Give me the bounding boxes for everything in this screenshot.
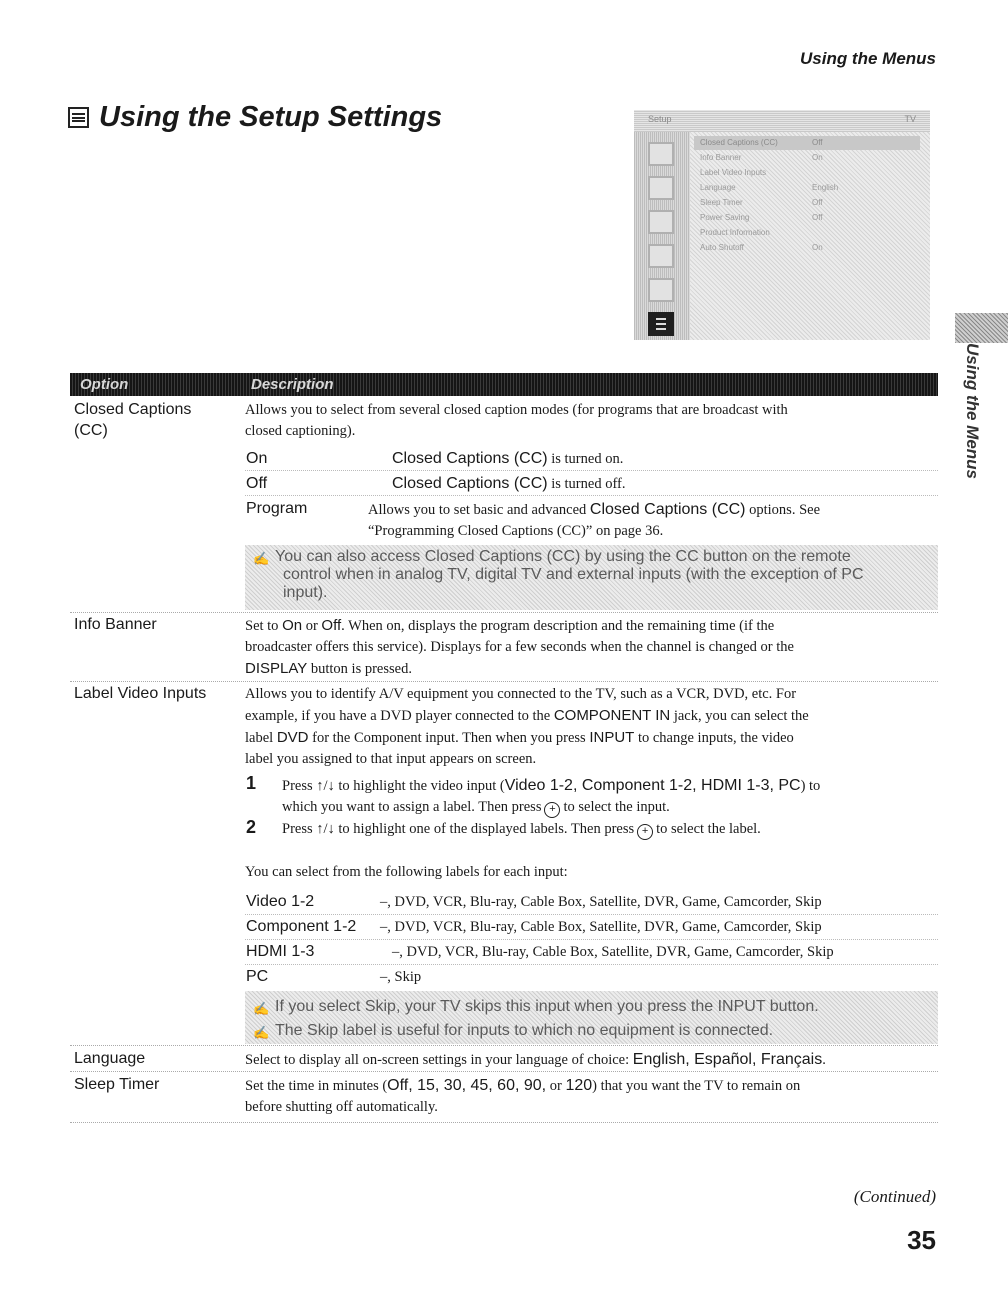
setup-menu-screenshot bbox=[634, 110, 930, 340]
menu-row: Sleep Timer Off bbox=[700, 198, 823, 207]
channel-icon bbox=[648, 244, 674, 268]
setup-icon bbox=[648, 312, 674, 336]
divider bbox=[70, 1071, 938, 1072]
divider bbox=[70, 1122, 938, 1123]
divider bbox=[70, 1045, 938, 1046]
option-language: Language bbox=[74, 1050, 146, 1067]
continued-label: (Continued) bbox=[853, 1187, 936, 1206]
option-column-header: Option bbox=[80, 376, 129, 393]
menu-row: Language English bbox=[700, 183, 839, 192]
label-options-video: –, DVD, VCR, Blu-ray, Cable Box, Satellite, DVR, Game, Camcorder, Skip bbox=[380, 894, 822, 910]
divider bbox=[245, 914, 938, 915]
side-tab-marker bbox=[955, 313, 1008, 343]
language-description: Select to display all on-screen settings in your language of choice: English, Español, Français. bbox=[245, 1051, 826, 1068]
input-label-notes: ✍ If you select Skip, your TV skips this input when you press the INPUT button. ✍ The Skip label is useful for inputs to which no equipment is connected. bbox=[245, 991, 938, 1044]
divider bbox=[70, 681, 938, 682]
option-label-video-inputs: Label Video Inputs bbox=[74, 685, 207, 702]
menu-row: Power Saving Off bbox=[700, 213, 823, 222]
label-options-pc: –, Skip bbox=[380, 969, 422, 985]
step-1-number: 1 bbox=[246, 773, 257, 793]
step-2-number: 2 bbox=[246, 817, 257, 837]
menu-row: Label Video Inputs bbox=[700, 168, 767, 177]
menu-row: Info Banner On bbox=[700, 153, 823, 162]
step-1-text: Press ↑/↓ to highlight the video input (Video 1-2, Component 1-2, HDMI 1-3, PC) to which you want to assign a label. Then press + to select the input. bbox=[282, 775, 938, 818]
picture-icon bbox=[648, 142, 674, 166]
labels-intro: You can select from the following labels for each input: bbox=[245, 864, 568, 880]
menu-sidebar bbox=[634, 132, 690, 340]
menu-header-left: Setup bbox=[648, 114, 672, 124]
title-block bbox=[68, 101, 442, 134]
cc-off-term: Off bbox=[246, 475, 268, 492]
info-banner-description: Set to On or Off. When on, displays the program description and the remaining time (if the broadcaster offers this service). Displays for a few seconds when the channel is changed or the DISPLAY button is pressed. bbox=[245, 617, 794, 677]
divider bbox=[245, 495, 938, 496]
cc-program-term: Program bbox=[246, 500, 308, 517]
note-icon: ✍ bbox=[253, 551, 270, 566]
closed-captions-description: Allows you to select from several closed caption modes (for programs that are broadcast with closed captioning). bbox=[245, 402, 788, 439]
divider bbox=[245, 470, 938, 471]
menu-header-right: TV bbox=[904, 114, 916, 124]
cc-program-text: Allows you to set basic and advanced Closed Captions (CC) options. See “Programming Closed Captions (CC)” on page 36. bbox=[368, 501, 821, 539]
label-input-video: Video 1-2 bbox=[246, 893, 315, 910]
menu-header bbox=[634, 110, 930, 132]
table-header bbox=[70, 373, 938, 396]
cc-off-text: Closed Captions (CC) is turned off. bbox=[392, 475, 626, 492]
label-input-component: Component 1-2 bbox=[246, 918, 357, 935]
description-column-header: Description bbox=[251, 376, 334, 393]
menu-row: Product Information bbox=[700, 228, 770, 237]
setup-icon bbox=[68, 107, 89, 128]
cc-on-text: Closed Captions (CC) is turned on. bbox=[392, 450, 624, 467]
option-info-banner: Info Banner bbox=[74, 616, 157, 633]
screen-icon bbox=[648, 210, 674, 234]
option-sleep-timer: Sleep Timer bbox=[74, 1076, 160, 1093]
label-input-pc: PC bbox=[246, 968, 269, 985]
divider bbox=[245, 939, 938, 940]
page-title: Using the Setup Settings bbox=[99, 101, 443, 133]
menu-list bbox=[694, 136, 920, 268]
menu-row: Closed Captions (CC) Off bbox=[694, 136, 920, 150]
menu-row: Auto Shutoff On bbox=[700, 243, 823, 252]
cc-on-term: On bbox=[246, 450, 268, 467]
option-closed-captions: Closed Captions (CC) bbox=[74, 401, 192, 439]
enter-button-icon: + bbox=[637, 824, 653, 840]
label-input-hdmi: HDMI 1-3 bbox=[246, 943, 315, 960]
sound-icon bbox=[648, 176, 674, 200]
cc-note: ✍ You can also access Closed Captions (CC) by using the CC button on the remote control when in analog TV, digital TV and external inputs (with the exception of PC input). bbox=[245, 545, 938, 610]
label-options-hdmi: –, DVD, VCR, Blu-ray, Cable Box, Satellite, DVR, Game, Camcorder, Skip bbox=[392, 944, 834, 960]
sleep-timer-description: Set the time in minutes (Off, 15, 30, 45, 60, 90, or 120) that you want the TV to remain on before shutting off automatically. bbox=[245, 1077, 801, 1115]
running-head: Using the Menus bbox=[799, 49, 936, 68]
parental-lock-icon bbox=[648, 278, 674, 302]
label-options-component: –, DVD, VCR, Blu-ray, Cable Box, Satellite, DVR, Game, Camcorder, Skip bbox=[380, 919, 822, 935]
side-tab: Using the Menus bbox=[963, 343, 982, 480]
divider bbox=[245, 964, 938, 965]
page-number: 35 bbox=[907, 1225, 936, 1255]
step-2-text: Press ↑/↓ to highlight one of the displayed labels. Then press + to select the label. bbox=[282, 819, 938, 840]
enter-button-icon: + bbox=[544, 802, 560, 818]
divider bbox=[70, 612, 938, 613]
label-video-inputs-description: Allows you to identify A/V equipment you connected to the TV, such as a VCR, DVD, etc. For example, if you have a DVD player connected to the COMPONENT IN jack, you can select the label DVD for the Component input. Then when you press INPUT to change inputs, the video label you assigned to that input appears on screen. bbox=[245, 686, 809, 767]
note-icon: ✍ bbox=[253, 1001, 270, 1016]
note-icon: ✍ bbox=[253, 1025, 270, 1040]
